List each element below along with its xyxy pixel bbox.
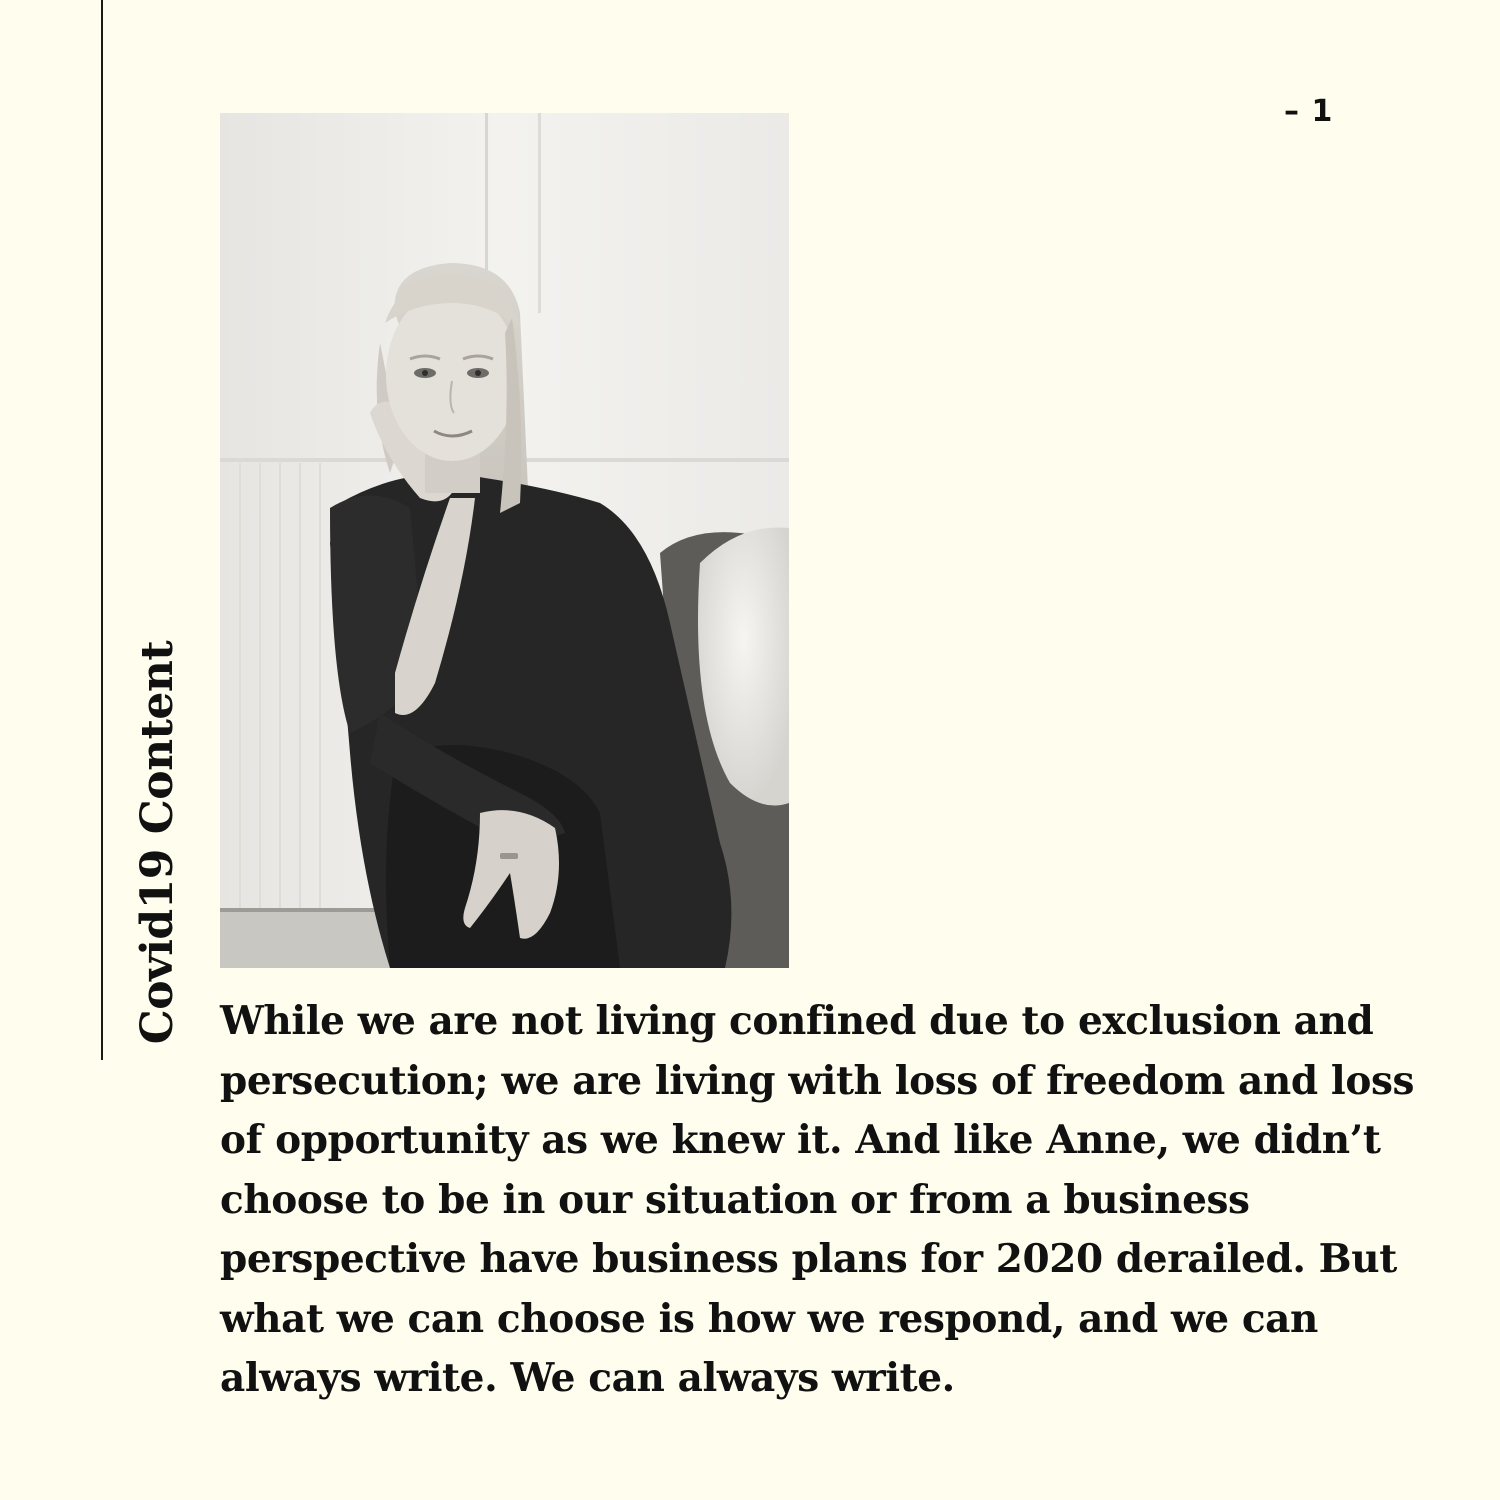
side-title	[128, 630, 188, 1055]
portrait-photo-illustration	[220, 113, 789, 968]
portrait-photo	[220, 113, 789, 968]
page-number: – 1	[1284, 94, 1334, 129]
quote-paragraph: While we are not living confined due to exclusion and persecution; we are living with loss of freedom and loss of opportunity as we knew it. And like Anne, we didn’t choose to be in our situation or from a business perspective have business plans for 2020 derailed. But what we can choose is how we respond, and we can always write. We can always write.	[220, 998, 1415, 1401]
side-title-text: Covid19 Content	[132, 640, 184, 1045]
vertical-divider-line	[101, 0, 103, 1060]
